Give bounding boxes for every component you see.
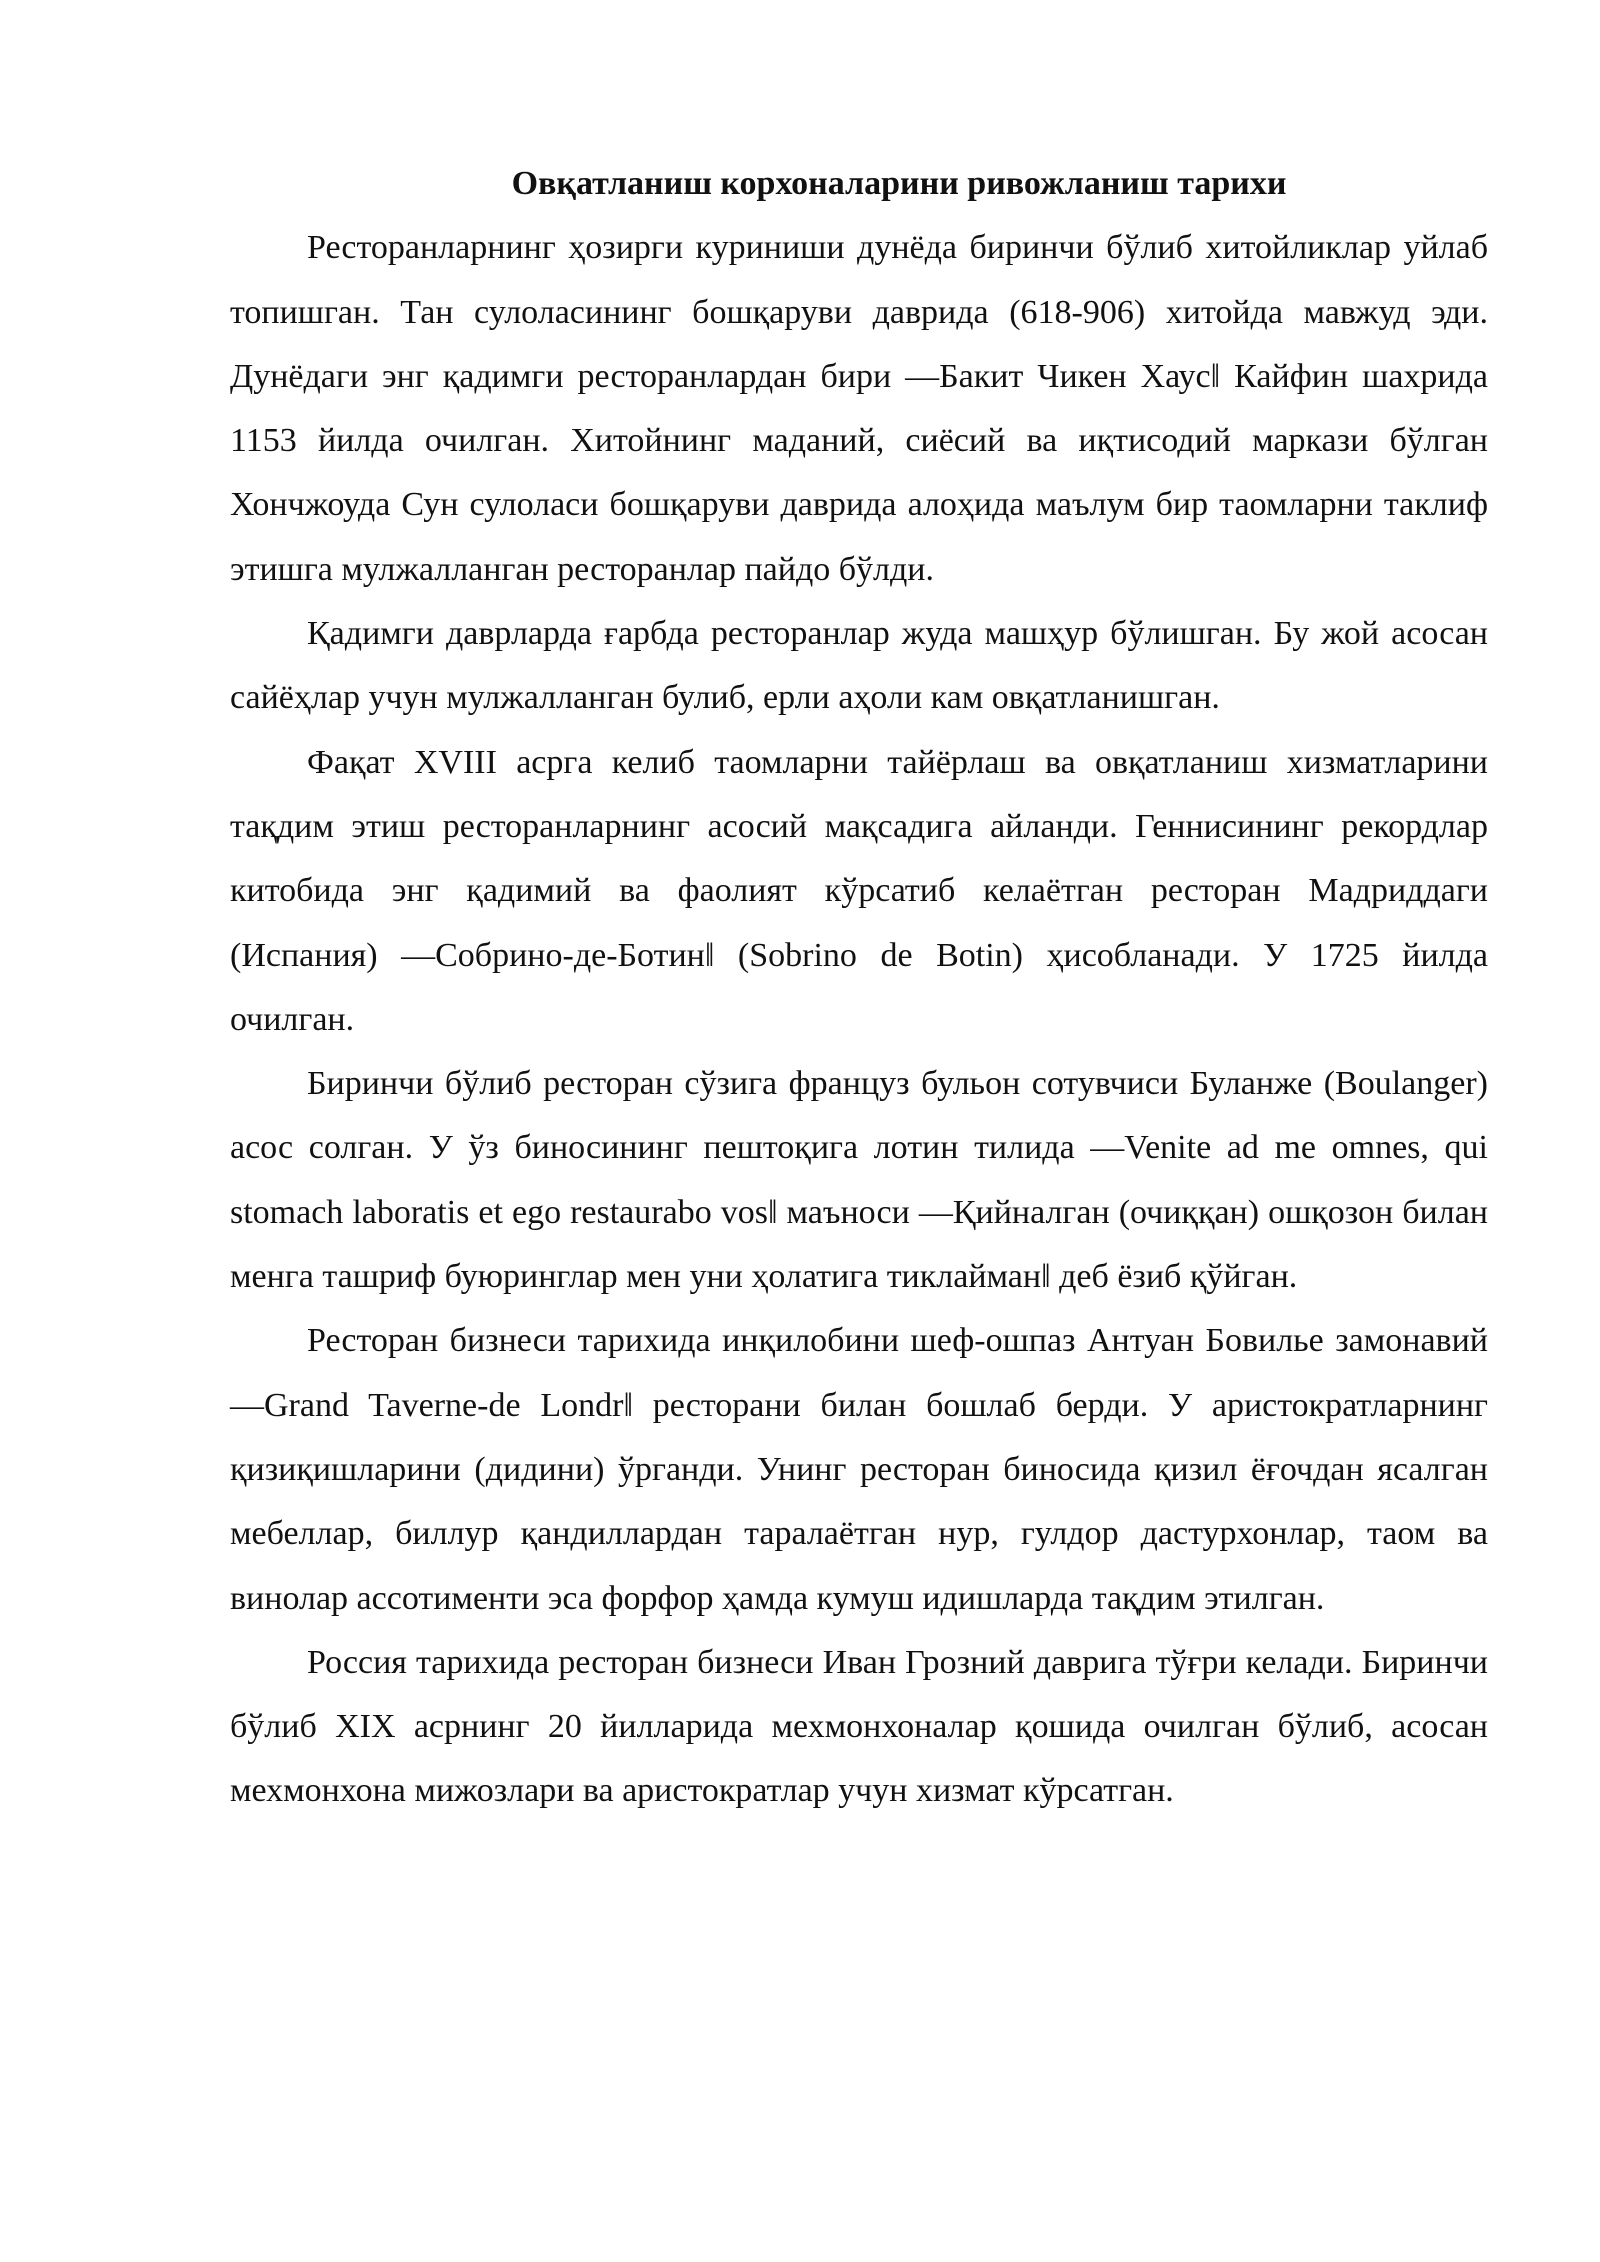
paragraph-3: Фақат XVIII асрга келиб таомларни тайёрлаш ва овқатланиш хизматларини тақдим этиш ресторанларнинг асосий мақсадига айланди. Геннисининг рекордлар китобида энг қадимий ва фаолият кўрсатиб келаётган ресторан Мадриддаги (Испания) ―Собрино-де-Ботин‖ (Sobrino de Botin) ҳисобланади. У 1725 йилда очилган. <box>230 743 1488 1038</box>
paragraph-2: Қадимги даврларда ғарбда ресторанлар жуда машҳур бўлишган. Бу жой асосан сайёҳлар учун мулжалланган булиб, ерли аҳоли кам овқатланишган. <box>230 615 1488 717</box>
document-title: Овқатланиш корхоналарини ривожланиш тарихи <box>511 165 1287 202</box>
paragraph-1: Ресторанларнинг ҳозирги куриниши дунёда биринчи бўлиб хитойликлар уйлаб топишган. Тан сулоласининг бошқаруви даврида (618-906) хитойда мавжуд эди. Дунёдаги энг қадимги ресторанлардан бири ―Бакит Чикен Хаус‖ Кайфин шахрида 1153 йилда очилган. Хитойнинг маданий, сиёсий ва иқтисодий маркази бўлган Хончжоуда Сун сулоласи бошқаруви даврида алоҳида маълум бир таомларни таклиф этишга мулжалланган ресторанлар пайдо бўлди. <box>230 229 1488 588</box>
paragraph-6: Россия тарихида ресторан бизнеси Иван Грозний даврига тўғри келади. Биринчи бўлиб XIX асрнинг 20 йилларида мехмонхоналар қошида очилган бўлиб, асосан мехмонхона мижозлари ва аристократлар учун хизмат кўрсатган. <box>230 1643 1488 1810</box>
paragraph-4: Биринчи бўлиб ресторан сўзига француз бульон сотувчиси Буланже (Boulanger) асос солган. У ўз биносининг пештоқига лотин тилида ―Venite ad me omnes, qui stomach laboratis et ego restaurabo vos‖ маъноси ―Қийналган (очиққан) ошқозон билан менга ташриф буюринглар мен уни ҳолатига тиклайман‖ деб ёзиб қўйган. <box>230 1065 1488 1296</box>
paragraph-5: Ресторан бизнеси тарихида инқилобини шеф-ошпаз Антуан Бовилье замонавий ―Grand Taverne-de Londr‖ ресторани билан бошлаб берди. У аристократларнинг қизиқишларини (дидини) ўрганди. Унинг ресторан биносида қизил ёғочдан ясалган мебеллар, биллур қандиллардан таралаётган нур, гулдор дастурхонлар, таом ва винолар ассотименти эса форфор ҳамда кумуш идишларда тақдим этилган. <box>230 1322 1488 1617</box>
document-body <box>230 152 1488 1824</box>
